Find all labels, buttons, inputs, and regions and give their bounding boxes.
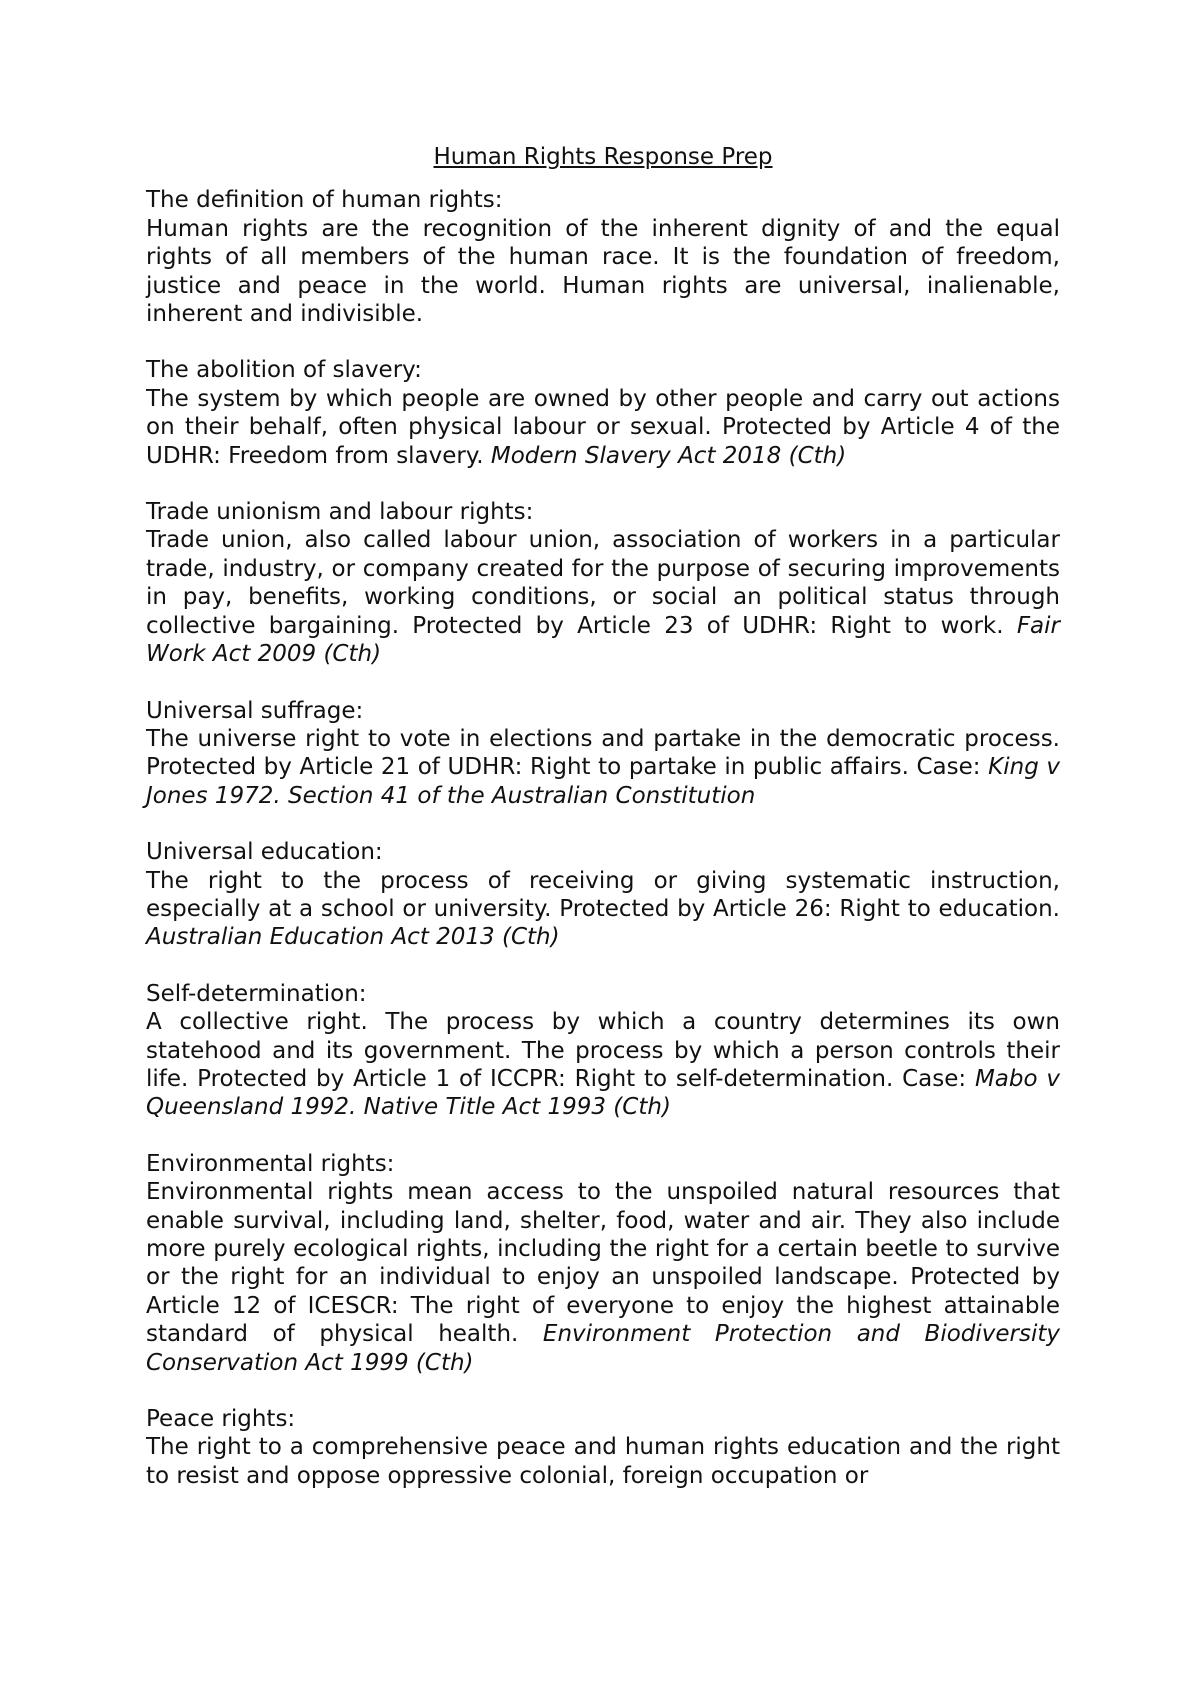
section-universal-education — [146, 838, 1060, 952]
section-heading: The abolition of slavery: — [146, 357, 422, 384]
case-citation: Mabo v Queensland 1992. Native Title Act 1993 (Cth) — [146, 1065, 1060, 1121]
section-text: Human rights are the recognition of the inherent dignity of and the equal rights of all members of the human race. It is the foundation of freedom, justice and peace in the world. Human rights are universal, inalienable, inherent and indivisible. — [146, 215, 1060, 328]
legislation-citation: Fair Work Act 2009 (Cth) — [146, 612, 1060, 668]
legislation-citation: Environment Protection and Biodiversity Conservation Act 1999 (Cth) — [146, 1321, 1060, 1376]
section-text: The universe right to vote in elections and partake in the democratic process. Protected by Article 21 of UDHR: Right to partake in public affairs. Case: — [146, 725, 1060, 781]
section-heading: Universal education: — [146, 839, 383, 866]
section-body — [146, 526, 1060, 668]
section-heading: The definition of human rights: — [146, 187, 503, 214]
section-text: The right to the process of receiving or giving systematic instruction, especially at a school or university. Protected by Article 26: Right to education. — [146, 867, 1060, 922]
section-definition — [146, 186, 1060, 328]
section-text: The system by which people are owned by other people and carry out actions on their behalf, often physical labour or sexual. Protected by Article 4 of the UDHR: Freedom from slavery. — [146, 385, 1060, 469]
section-text: Trade union, also called labour union, association of workers in a particular trade, industry, or company created for the purpose of securing improvements in pay, benefits, working conditions, or social an political status through collective bargaining. Protected by Article 23 of UDHR: Right to work. — [146, 527, 1060, 639]
section-environmental-rights — [146, 1150, 1060, 1377]
section-heading: Universal suffrage: — [146, 697, 364, 724]
section-body — [146, 1178, 1060, 1377]
section-heading: Environmental rights: — [146, 1150, 395, 1177]
document-title: Human Rights Response Prep — [433, 144, 773, 170]
section-slavery — [146, 356, 1060, 470]
section-trade-unionism — [146, 498, 1060, 668]
section-body — [146, 725, 1060, 810]
section-text: A collective right. The process by which a country determines its own statehood and its government. The process by which a person controls their life. Protected by Article 1 of ICCPR: Right to self-determination. Case: — [146, 1009, 1060, 1092]
section-body — [146, 1433, 1060, 1490]
section-universal-suffrage — [146, 697, 1060, 811]
section-text: Environmental rights mean access to the unspoiled natural resources that enable survival, including land, shelter, food, water and air. They also include more purely ecological rights, including the right for a certain beetle to survive or the right for an individual to enjoy an unspoiled landscape. Protected by Article 12 of ICESCR: The right of everyone to enjoy the highest attainable standard of physical health. — [146, 1179, 1060, 1348]
case-citation: King v Jones 1972. Section 41 of the Australian Constitution — [146, 754, 1061, 809]
section-body — [146, 867, 1060, 952]
section-body — [146, 385, 1060, 470]
section-body — [146, 215, 1060, 329]
legislation-citation: Australian Education Act 2013 (Cth) — [146, 924, 560, 951]
section-heading: Trade unionism and labour rights: — [146, 499, 534, 526]
document-page — [146, 143, 1060, 1518]
section-heading: Self-determination: — [146, 980, 367, 1007]
section-self-determination — [146, 980, 1060, 1122]
section-heading: Peace rights: — [146, 1406, 296, 1433]
section-peace-rights — [146, 1405, 1060, 1490]
section-text: The right to a comprehensive peace and human rights education and the right to resist and oppose oppressive colonial, foreign occupation or — [146, 1434, 1060, 1489]
section-body — [146, 1008, 1060, 1122]
legislation-citation: Modern Slavery Act 2018 (Cth) — [490, 442, 847, 469]
